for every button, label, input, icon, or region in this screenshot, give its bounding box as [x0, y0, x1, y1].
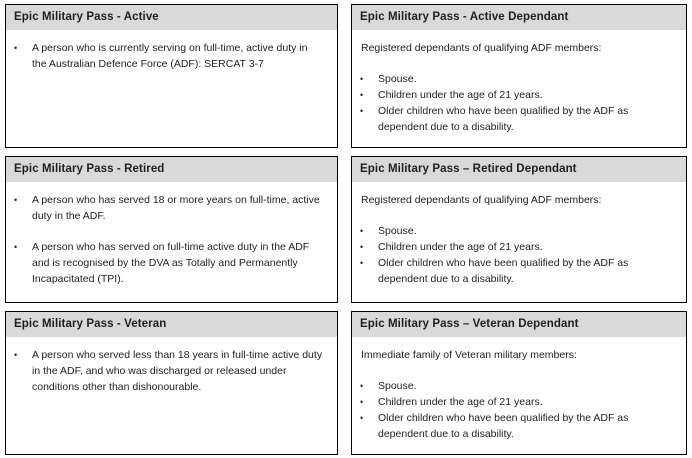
bullet-text: Spouse.: [378, 225, 417, 237]
bullet-item: [12, 40, 323, 72]
bullet-item: [358, 394, 672, 410]
bullet-icon: •: [14, 43, 18, 53]
bullet-icon: •: [360, 74, 364, 84]
bullet-icon: •: [14, 242, 18, 252]
bullet-icon: •: [360, 258, 364, 268]
bullet-icon: •: [14, 350, 18, 360]
bullet-text: A person who has served 18 or more years on full-time, active duty in the ADF.: [32, 194, 320, 222]
bullet-item: [358, 255, 672, 287]
card-header: [6, 157, 337, 182]
bullet-item: [12, 239, 323, 287]
card-body: [352, 182, 686, 295]
card-body: [6, 30, 337, 80]
bullet-text: A person who is currently serving on full-time, active duty in the Australian Defence Force (ADF): SERCAT 3-7: [32, 42, 308, 70]
bullet-item: [358, 71, 672, 87]
bullet-item: [12, 347, 323, 395]
card-retired-dependant: [351, 156, 687, 303]
bullet-list: [358, 71, 672, 135]
bullet-list: [358, 223, 672, 287]
bullet-list: [12, 40, 323, 72]
card-header: [352, 5, 686, 30]
card-intro: Registered dependants of qualifying ADF members:: [361, 42, 602, 54]
bullet-text: Older children who have been qualified by the ADF as dependent due to a disability.: [378, 257, 629, 285]
bullet-icon: •: [14, 195, 18, 205]
bullet-item: [358, 410, 672, 442]
card-title: Epic Military Pass - Veteran: [14, 318, 167, 330]
bullet-icon: •: [360, 397, 364, 407]
bullet-text: A person who has served on full-time active duty in the ADF and is recognised by the DVA as Totally and Permanently Incapacitated (TPI).: [32, 241, 310, 285]
bullet-item: [12, 192, 323, 224]
bullet-icon: •: [360, 413, 364, 423]
bullet-text: Children under the age of 21 years.: [378, 241, 543, 253]
card-header: [6, 5, 337, 30]
card-header: [352, 312, 686, 337]
card-title: Epic Military Pass - Retired: [14, 163, 165, 175]
bullet-text: Older children who have been qualified by the ADF as dependent due to a disability.: [378, 105, 629, 133]
bullet-item: [358, 378, 672, 394]
card-header: [6, 312, 337, 337]
bullet-text: A person who served less than 18 years in full-time active duty in the ADF, and who was discharged or released under conditions other than dishonourable.: [32, 349, 323, 393]
bullet-text: Older children who have been qualified by the ADF as dependent due to a disability.: [378, 412, 629, 440]
bullet-list: [12, 192, 323, 287]
card-intro: Registered dependants of qualifying ADF members:: [361, 194, 602, 206]
bullet-text: Spouse.: [378, 73, 417, 85]
bullet-list: [12, 347, 323, 395]
bullet-icon: •: [360, 242, 364, 252]
card-title: Epic Military Pass - Active Dependant: [360, 11, 569, 23]
bullet-item: [358, 87, 672, 103]
card-veteran: [5, 311, 338, 455]
card-body: [6, 182, 337, 295]
card-title: Epic Military Pass – Retired Dependant: [360, 163, 577, 175]
bullet-item: [358, 239, 672, 255]
bullet-list: [358, 378, 672, 442]
card-body: [352, 337, 686, 450]
card-title: Epic Military Pass – Veteran Dependant: [360, 318, 579, 330]
bullet-text: Children under the age of 21 years.: [378, 396, 543, 408]
card-title: Epic Military Pass - Active: [14, 11, 159, 23]
bullet-icon: •: [360, 90, 364, 100]
bullet-icon: •: [360, 226, 364, 236]
bullet-item: [358, 103, 672, 135]
bullet-icon: •: [360, 381, 364, 391]
card-header: [352, 157, 686, 182]
card-veteran-dependant: [351, 311, 687, 455]
bullet-item: [358, 223, 672, 239]
bullet-text: Children under the age of 21 years.: [378, 89, 543, 101]
bullet-icon: •: [360, 106, 364, 116]
card-active-dependant: [351, 4, 687, 148]
card-body: [6, 337, 337, 403]
card-intro: Immediate family of Veteran military members:: [361, 349, 577, 361]
card-active: [5, 4, 338, 148]
card-body: [352, 30, 686, 143]
bullet-text: Spouse.: [378, 380, 417, 392]
card-retired: [5, 156, 338, 303]
